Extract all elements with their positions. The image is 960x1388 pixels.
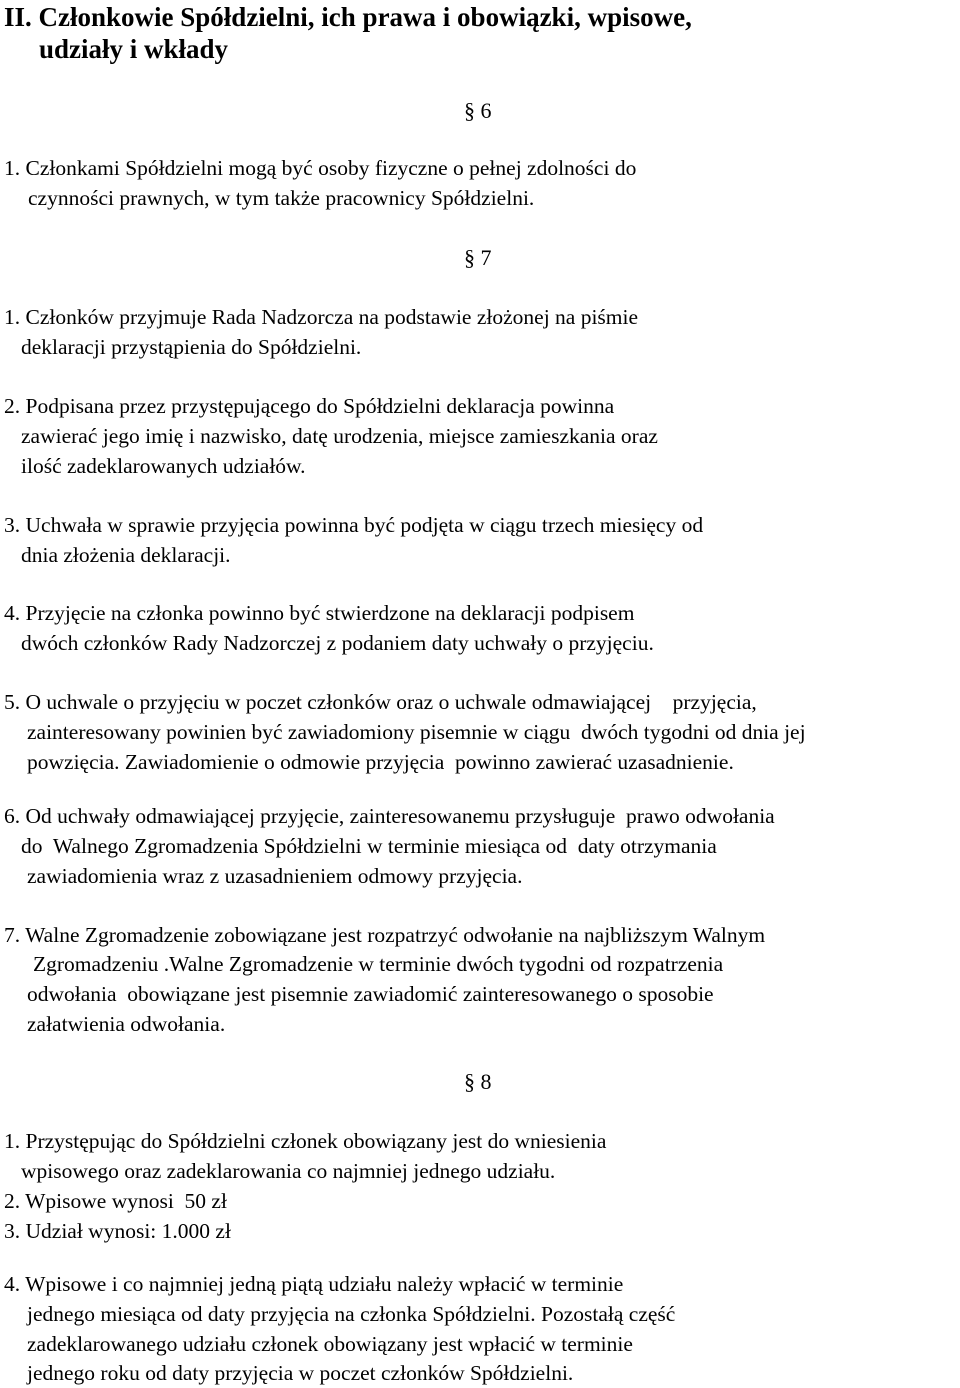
s8-p4-line-3: zadeklarowanego udziału członek obowiązany jest wpłacić w terminie (27, 1332, 633, 1356)
s8-p3: 3. Udział wynosi: 1.000 zł (4, 1219, 231, 1243)
s8-p4-line-2: jednego miesiąca od daty przyjęcia na członka Spółdzielni. Pozostałą część (27, 1302, 676, 1326)
s8-p4-line-1: 4. Wpisowe i co najmniej jedną piątą udziału należy wpłacić w terminie (4, 1272, 624, 1296)
s7-p7-line-2: Zgromadzeniu .Walne Zgromadzenie w terminie dwóch tygodni od rozpatrzenia (33, 952, 724, 976)
s6-p1-line-1: 1. Członkami Spółdzielni mogą być osoby fizyczne o pełnej zdolności do (4, 156, 637, 180)
s8-p1-line-2: wpisowego oraz zadeklarowania co najmniej jednego udziału. (21, 1159, 556, 1183)
s7-p7-line-4: załatwienia odwołania. (27, 1012, 226, 1036)
s7-p3-line-2: dnia złożenia deklaracji. (21, 543, 231, 567)
s7-p5-line-2: zainteresowany powinien być zawiadomiony pisemnie w ciągu dwóch tygodni od dnia jej (27, 720, 806, 744)
s7-p6-line-3: zawiadomienia wraz z uzasadnieniem odmowy przyjęcia. (27, 864, 523, 888)
s7-p5-line-1: 5. O uchwale o przyjęciu w poczet członków oraz o uchwale odmawiającej przyjęcia, (4, 690, 757, 714)
s7-p4-line-2: dwóch członków Rady Nadzorczej z podaniem daty uchwały o przyjęciu. (21, 631, 654, 655)
s7-p1-line-2: deklaracji przystąpienia do Spółdzielni. (21, 335, 362, 359)
section-7-heading: § 7 (464, 245, 492, 270)
section-8-heading: § 8 (464, 1069, 492, 1094)
section-6-heading: § 6 (464, 98, 492, 123)
s7-p5-line-3: powzięcia. Zawiadomienie o odmowie przyjęcia powinno zawierać uzasadnienie. (27, 750, 734, 774)
s7-p4-line-1: 4. Przyjęcie na członka powinno być stwierdzone na deklaracji podpisem (4, 601, 635, 625)
s7-p2-line-1: 2. Podpisana przez przystępującego do Spółdzielni deklaracja powinna (4, 394, 615, 418)
s8-p2: 2. Wpisowe wynosi 50 zł (4, 1189, 227, 1213)
s7-p7-line-1: 7. Walne Zgromadzenie zobowiązane jest rozpatrzyć odwołanie na najbliższym Walnym (4, 923, 766, 947)
s7-p1-line-1: 1. Członków przyjmuje Rada Nadzorcza na podstawie złożonej na piśmie (4, 305, 639, 329)
s7-p6-line-2: do Walnego Zgromadzenia Spółdzielni w terminie miesiąca od daty otrzymania (21, 834, 717, 858)
chapter-title-line-1: II. Członkowie Spółdzielni, ich prawa i obowiązki, wpisowe, (4, 2, 692, 32)
chapter-title (4, 1, 692, 65)
s8-p4-line-4: jednego roku od daty przyjęcia w poczet członków Spółdzielni. (27, 1361, 574, 1385)
chapter-title-line-2: udziały i wkłady (39, 34, 229, 64)
s7-p2-line-2: zawierać jego imię i nazwisko, datę urodzenia, miejsce zamieszkania oraz (21, 424, 658, 448)
s7-p6-line-1: 6. Od uchwały odmawiającej przyjęcie, zainteresowanemu przysługuje prawo odwołania (4, 804, 775, 828)
s6-p1-line-2: czynności prawnych, w tym także pracownicy Spółdzielni. (28, 186, 535, 210)
s8-p1-line-1: 1. Przystępując do Spółdzielni członek obowiązany jest do wniesienia (4, 1129, 607, 1153)
s7-p2-line-3: ilość zadeklarowanych udziałów. (21, 454, 306, 478)
s7-p3-line-1: 3. Uchwała w sprawie przyjęcia powinna być podjęta w ciągu trzech miesięcy od (4, 513, 704, 537)
s7-p7-line-3: odwołania obowiązane jest pisemnie zawiadomić zainteresowanego o sposobie (27, 982, 714, 1006)
